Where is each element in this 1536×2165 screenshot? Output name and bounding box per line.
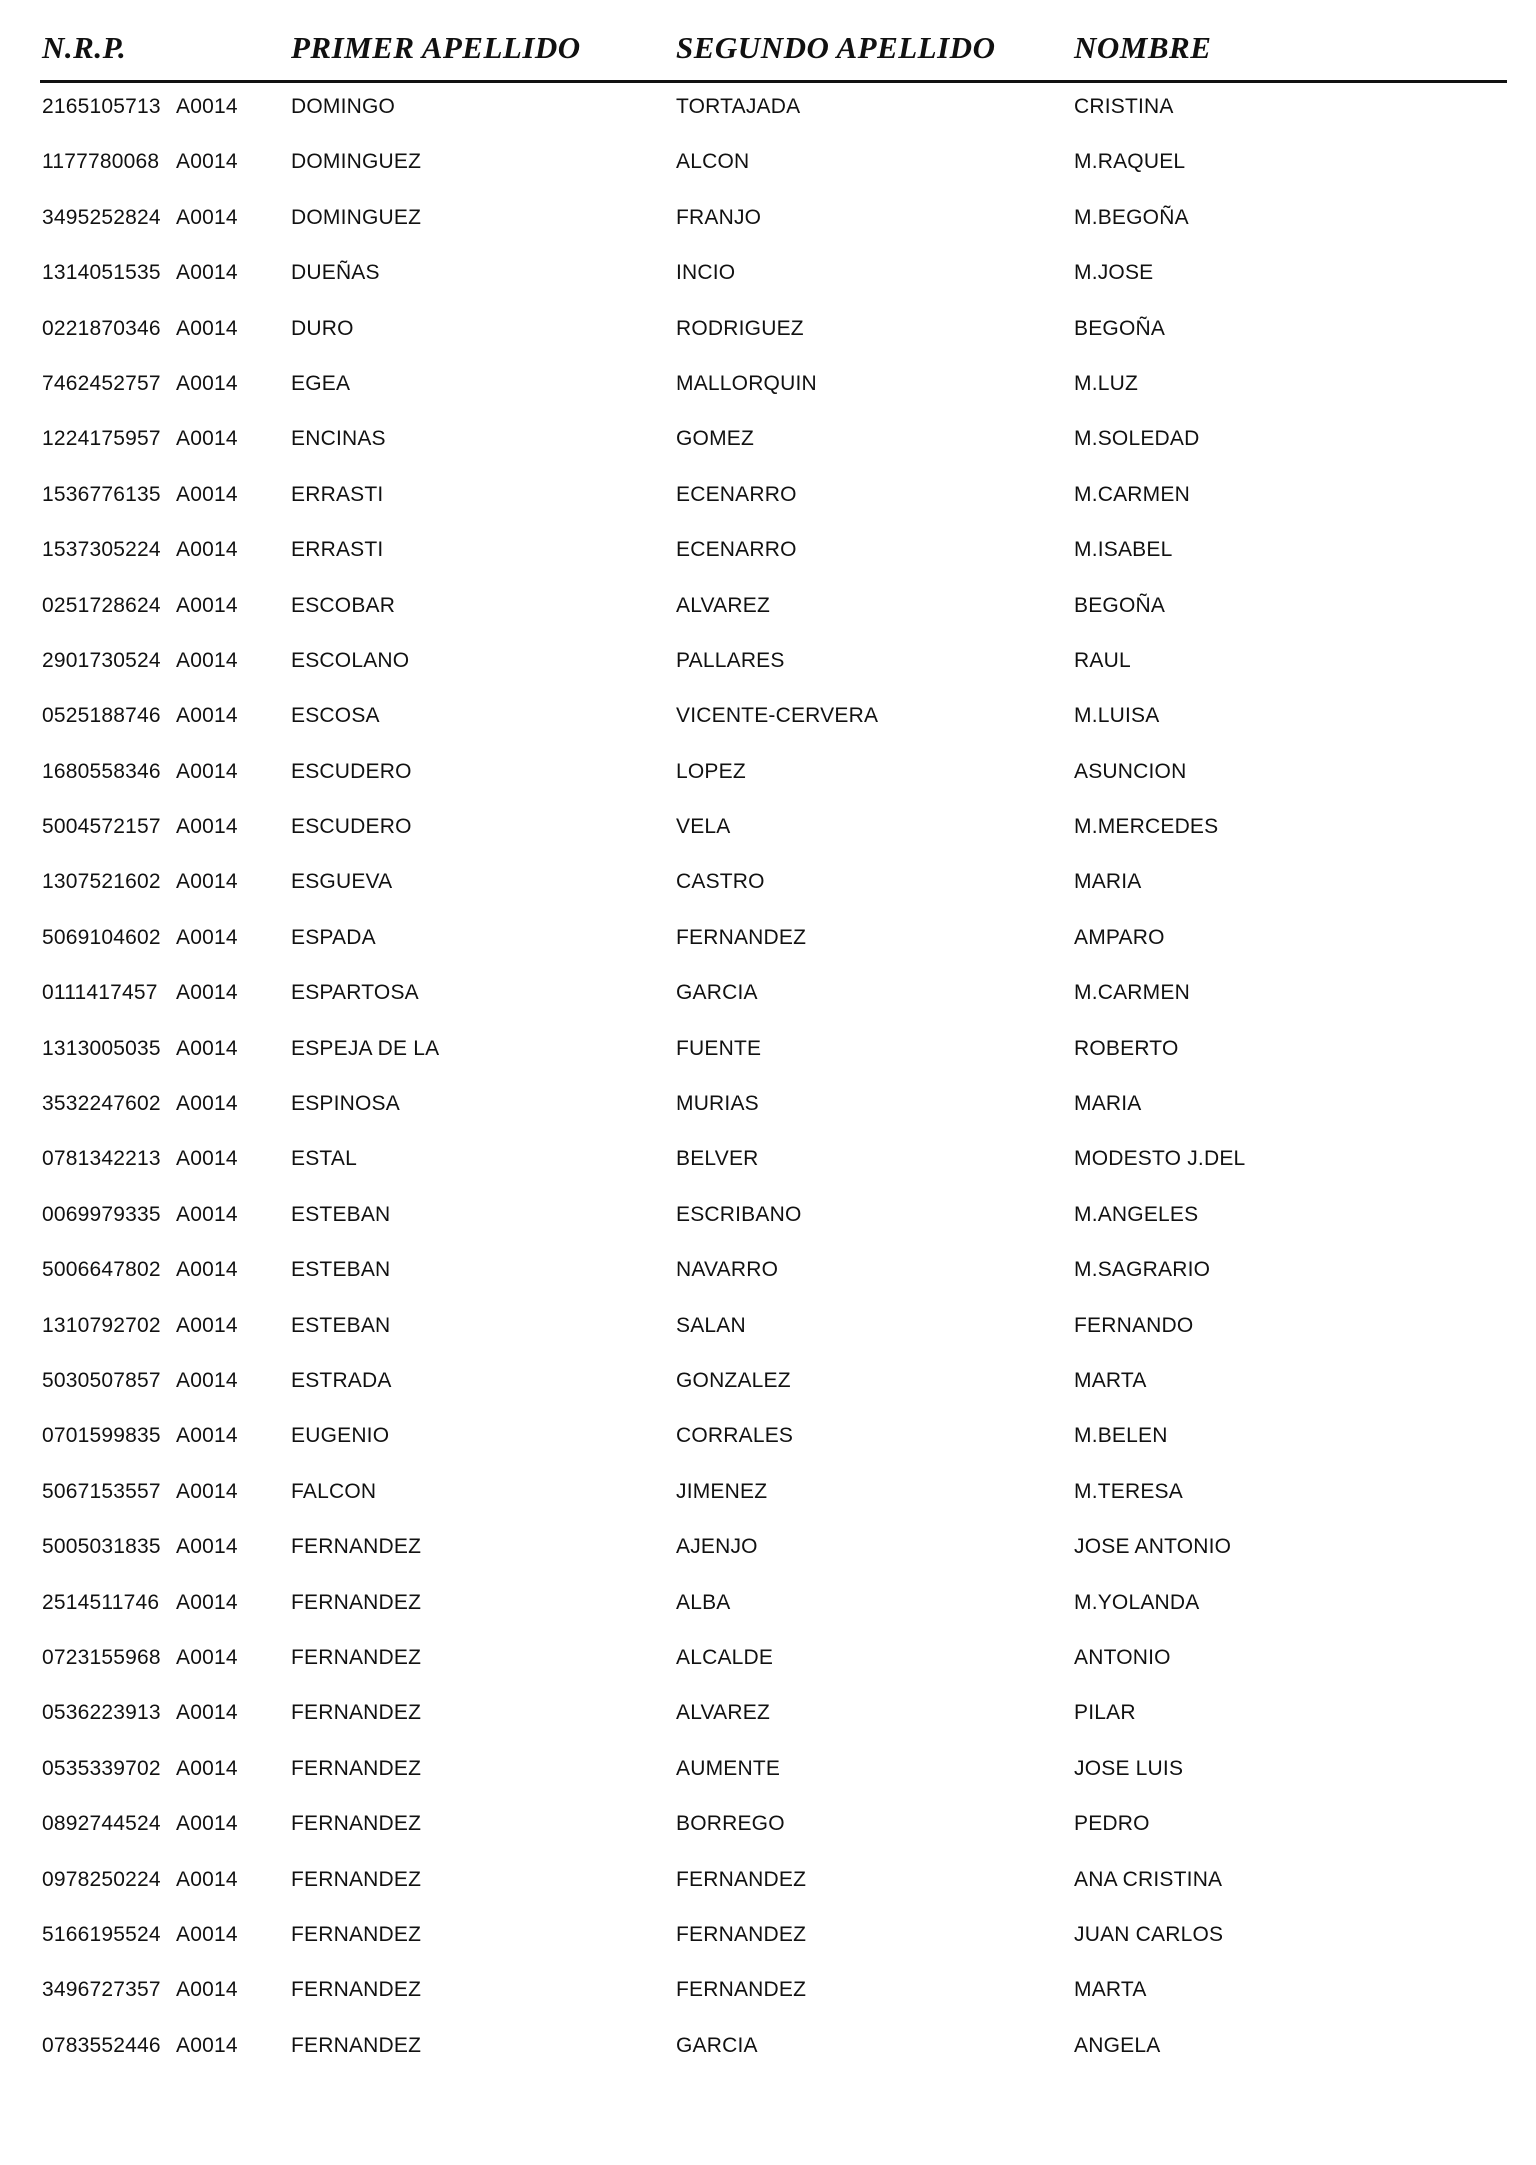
code-cell: A0014	[176, 1812, 238, 1836]
nombre-cell: MODESTO J.DEL	[1074, 1147, 1246, 1171]
segundo-apellido-cell: ECENARRO	[676, 538, 797, 562]
nrp-cell: 5069104602	[42, 925, 161, 949]
table-row	[0, 920, 1536, 975]
primer-apellido-cell: ESCOBAR	[291, 593, 396, 617]
nombre-cell: RAUL	[1074, 648, 1131, 672]
nrp-cell: 1536776135	[42, 482, 161, 506]
segundo-apellido-cell: INCIO	[676, 261, 736, 285]
code-cell: A0014	[176, 1978, 238, 2002]
nombre-cell: M.ISABEL	[1074, 538, 1173, 562]
nombre-cell: MARTA	[1074, 1368, 1147, 1392]
nrp-cell: 0781342213	[42, 1147, 161, 1171]
segundo-apellido-cell: RODRIGUEZ	[676, 316, 804, 340]
table-row	[0, 366, 1536, 421]
table-row	[0, 588, 1536, 643]
nrp-cell: 5030507857	[42, 1368, 161, 1392]
code-cell: A0014	[176, 1479, 238, 1503]
table-row	[0, 1252, 1536, 1307]
code-cell: A0014	[176, 648, 238, 672]
primer-apellido-cell: FERNANDEZ	[291, 1645, 422, 1669]
segundo-apellido-cell: VELA	[676, 815, 731, 839]
nombre-cell: JUAN CARLOS	[1074, 1922, 1224, 1946]
code-cell: A0014	[176, 1535, 238, 1559]
nombre-cell: PEDRO	[1074, 1812, 1150, 1836]
primer-apellido-cell: DURO	[291, 316, 354, 340]
table-row	[0, 1972, 1536, 2027]
nrp-cell: 2165105713	[42, 95, 161, 118]
primer-apellido-cell: ESTEBAN	[291, 1258, 391, 1282]
code-cell: A0014	[176, 1645, 238, 1669]
primer-apellido-cell: ESPEJA DE LA	[291, 1036, 440, 1060]
code-cell: A0014	[176, 593, 238, 617]
nrp-cell: 0525188746	[42, 704, 161, 728]
code-cell: A0014	[176, 1147, 238, 1171]
table-row	[0, 1474, 1536, 1529]
table-row	[0, 1141, 1536, 1196]
primer-apellido-cell: FALCON	[291, 1479, 377, 1503]
segundo-apellido-cell: BELVER	[676, 1147, 759, 1171]
code-cell: A0014	[176, 1701, 238, 1725]
table-header	[0, 30, 1536, 80]
table-row	[0, 643, 1536, 698]
nrp-cell: 5005031835	[42, 1535, 161, 1559]
segundo-apellido-cell: GOMEZ	[676, 427, 754, 451]
code-cell: A0014	[176, 1258, 238, 1282]
primer-apellido-cell: ESCOSA	[291, 704, 380, 728]
primer-apellido-cell: ESCUDERO	[291, 815, 412, 839]
nombre-cell: M.LUISA	[1074, 704, 1160, 728]
nombre-cell: M.CARMEN	[1074, 981, 1190, 1005]
nombre-cell: ANTONIO	[1074, 1645, 1171, 1669]
nombre-cell: AMPARO	[1074, 925, 1165, 949]
nombre-cell: M.ANGELES	[1074, 1202, 1199, 1226]
code-cell: A0014	[176, 759, 238, 783]
nombre-cell: MARTA	[1074, 1978, 1147, 2002]
nombre-cell: M.JOSE	[1074, 261, 1154, 285]
nombre-cell: PILAR	[1074, 1701, 1136, 1725]
primer-apellido-cell: DOMINGUEZ	[291, 205, 422, 229]
nombre-cell: M.CARMEN	[1074, 482, 1190, 506]
segundo-apellido-cell: CASTRO	[676, 870, 765, 894]
nombre-cell: BEGOÑA	[1074, 316, 1166, 340]
primer-apellido-cell: DOMINGO	[291, 95, 396, 118]
primer-apellido-cell: ENCINAS	[291, 427, 386, 451]
segundo-apellido-cell: NAVARRO	[676, 1258, 779, 1282]
nrp-cell: 0221870346	[42, 316, 161, 340]
table-row	[0, 1418, 1536, 1473]
code-cell: A0014	[176, 1867, 238, 1891]
segundo-apellido-cell: ALVAREZ	[676, 593, 770, 617]
primer-apellido-cell: FERNANDEZ	[291, 1756, 422, 1780]
segundo-apellido-cell: FRANJO	[676, 205, 762, 229]
table-row	[0, 1640, 1536, 1695]
nombre-cell: ROBERTO	[1074, 1036, 1179, 1060]
nrp-cell: 1307521602	[42, 870, 161, 894]
segundo-apellido-cell: BORREGO	[676, 1812, 785, 1836]
segundo-apellido-cell: LOPEZ	[676, 759, 746, 783]
primer-apellido-cell: ESPADA	[291, 925, 376, 949]
primer-apellido-cell: DOMINGUEZ	[291, 150, 422, 174]
nombre-cell: ASUNCION	[1074, 759, 1187, 783]
primer-apellido-cell: ESTEBAN	[291, 1313, 391, 1337]
nrp-cell: 2901730524	[42, 648, 161, 672]
code-cell: A0014	[176, 482, 238, 506]
primer-apellido-cell: FERNANDEZ	[291, 1535, 422, 1559]
nrp-cell: 1177780068	[42, 150, 160, 174]
primer-apellido-cell: ESTEBAN	[291, 1202, 391, 1226]
table-row	[0, 1086, 1536, 1141]
primer-apellido-cell: EGEA	[291, 371, 351, 395]
nombre-cell: ANGELA	[1074, 2033, 1161, 2057]
table-row	[0, 1806, 1536, 1861]
code-cell: A0014	[176, 95, 238, 118]
segundo-apellido-cell: ECENARRO	[676, 482, 797, 506]
nrp-cell: 5004572157	[42, 815, 161, 839]
segundo-apellido-cell: FERNANDEZ	[676, 1867, 807, 1891]
code-cell: A0014	[176, 261, 238, 285]
nombre-cell: M.SAGRARIO	[1074, 1258, 1211, 1282]
nrp-cell: 0251728624	[42, 593, 161, 617]
table-row	[0, 200, 1536, 255]
segundo-apellido-cell: TORTAJADA	[676, 95, 801, 118]
code-cell: A0014	[176, 1092, 238, 1116]
table-row	[0, 698, 1536, 753]
code-cell: A0014	[176, 925, 238, 949]
code-cell: A0014	[176, 870, 238, 894]
nombre-cell: ANA CRISTINA	[1074, 1867, 1223, 1891]
code-cell: A0014	[176, 1922, 238, 1946]
nombre-cell: M.YOLANDA	[1074, 1590, 1200, 1614]
segundo-apellido-cell: MALLORQUIN	[676, 371, 817, 395]
primer-apellido-cell: ESGUEVA	[291, 870, 393, 894]
nombre-cell: MARIA	[1074, 1092, 1142, 1116]
segundo-apellido-cell: ALCON	[676, 150, 750, 174]
code-cell: A0014	[176, 205, 238, 229]
table-body	[0, 89, 1536, 2083]
nrp-cell: 1313005035	[42, 1036, 161, 1060]
table-row	[0, 1862, 1536, 1917]
segundo-apellido-cell: VICENTE-CERVERA	[676, 704, 879, 728]
segundo-apellido-cell: FERNANDEZ	[676, 1978, 807, 2002]
segundo-apellido-cell: ALBA	[676, 1590, 731, 1614]
primer-apellido-cell: ERRASTI	[291, 482, 384, 506]
nrp-cell: 1310792702	[42, 1313, 161, 1337]
primer-apellido-cell: FERNANDEZ	[291, 1867, 422, 1891]
nrp-cell: 3496727357	[42, 1978, 161, 2002]
table-row	[0, 975, 1536, 1030]
nrp-cell: 1537305224	[42, 538, 161, 562]
table-row	[0, 144, 1536, 199]
table-row	[0, 532, 1536, 587]
segundo-apellido-cell: ALVAREZ	[676, 1701, 770, 1725]
primer-apellido-cell: ESTAL	[291, 1147, 357, 1171]
nombre-cell: JOSE LUIS	[1074, 1756, 1184, 1780]
primer-apellido-cell: FERNANDEZ	[291, 1812, 422, 1836]
code-cell: A0014	[176, 1313, 238, 1337]
header-rule	[40, 80, 1507, 83]
segundo-apellido-cell: JIMENEZ	[676, 1479, 768, 1503]
nrp-cell: 0536223913	[42, 1701, 161, 1725]
nrp-cell: 7462452757	[42, 371, 161, 395]
table-row	[0, 421, 1536, 476]
nombre-cell: M.TERESA	[1074, 1479, 1183, 1503]
nrp-cell: 0701599835	[42, 1424, 161, 1448]
table-row	[0, 1031, 1536, 1086]
primer-apellido-cell: FERNANDEZ	[291, 1590, 422, 1614]
nrp-cell: 5006647802	[42, 1258, 161, 1282]
header-nombre: NOMBRE	[1074, 30, 1212, 65]
header-segundo-apellido: SEGUNDO APELLIDO	[676, 30, 996, 65]
nrp-cell: 3532247602	[42, 1092, 161, 1116]
nombre-cell: M.BEGOÑA	[1074, 205, 1189, 229]
table-row	[0, 1585, 1536, 1640]
nombre-cell: M.RAQUEL	[1074, 150, 1186, 174]
code-cell: A0014	[176, 1368, 238, 1392]
segundo-apellido-cell: SALAN	[676, 1313, 746, 1337]
segundo-apellido-cell: CORRALES	[676, 1424, 794, 1448]
table-row	[0, 477, 1536, 532]
code-cell: A0014	[176, 704, 238, 728]
primer-apellido-cell: ESCOLANO	[291, 648, 410, 672]
code-cell: A0014	[176, 1202, 238, 1226]
segundo-apellido-cell: GONZALEZ	[676, 1368, 791, 1392]
nrp-cell: 3495252824	[42, 205, 161, 229]
primer-apellido-cell: ESCUDERO	[291, 759, 412, 783]
segundo-apellido-cell: FERNANDEZ	[676, 925, 807, 949]
nombre-cell: M.MERCEDES	[1074, 815, 1219, 839]
code-cell: A0014	[176, 815, 238, 839]
segundo-apellido-cell: FERNANDEZ	[676, 1922, 807, 1946]
segundo-apellido-cell: ESCRIBANO	[676, 1202, 802, 1226]
primer-apellido-cell: ERRASTI	[291, 538, 384, 562]
nrp-cell: 0535339702	[42, 1756, 161, 1780]
primer-apellido-cell: FERNANDEZ	[291, 1922, 422, 1946]
primer-apellido-cell: FERNANDEZ	[291, 2033, 422, 2057]
nrp-cell: 0783552446	[42, 2033, 161, 2057]
code-cell: A0014	[176, 1590, 238, 1614]
table-row	[0, 754, 1536, 809]
primer-apellido-cell: ESTRADA	[291, 1368, 392, 1392]
nrp-cell: 0978250224	[42, 1867, 161, 1891]
nombre-cell: BEGOÑA	[1074, 593, 1166, 617]
table-row	[0, 1529, 1536, 1584]
header-nrp: N.R.P.	[42, 30, 127, 65]
code-cell: A0014	[176, 1036, 238, 1060]
nrp-cell: 1680558346	[42, 759, 161, 783]
segundo-apellido-cell: GARCIA	[676, 981, 758, 1005]
primer-apellido-cell: ESPINOSA	[291, 1092, 400, 1116]
segundo-apellido-cell: GARCIA	[676, 2033, 758, 2057]
primer-apellido-cell: FERNANDEZ	[291, 1701, 422, 1725]
table-row	[0, 2028, 1536, 2083]
code-cell: A0014	[176, 371, 238, 395]
primer-apellido-cell: EUGENIO	[291, 1424, 390, 1448]
segundo-apellido-cell: PALLARES	[676, 648, 785, 672]
primer-apellido-cell: FERNANDEZ	[291, 1978, 422, 2002]
header-primer-apellido: PRIMER APELLIDO	[291, 30, 581, 65]
segundo-apellido-cell: FUENTE	[676, 1036, 762, 1060]
segundo-apellido-cell: MURIAS	[676, 1092, 759, 1116]
table-row	[0, 1917, 1536, 1972]
table-row	[0, 1751, 1536, 1806]
code-cell: A0014	[176, 427, 238, 451]
nombre-cell: M.BELEN	[1074, 1424, 1168, 1448]
primer-apellido-cell: ESPARTOSA	[291, 981, 419, 1005]
segundo-apellido-cell: AUMENTE	[676, 1756, 781, 1780]
table-row	[0, 89, 1536, 144]
nrp-cell: 0069979335	[42, 1202, 161, 1226]
code-cell: A0014	[176, 1756, 238, 1780]
nrp-cell: 0111417457	[42, 981, 158, 1005]
segundo-apellido-cell: ALCALDE	[676, 1645, 774, 1669]
nrp-cell: 0723155968	[42, 1645, 161, 1669]
primer-apellido-cell: DUEÑAS	[291, 261, 380, 285]
nombre-cell: MARIA	[1074, 870, 1142, 894]
nrp-cell: 5166195524	[42, 1922, 161, 1946]
nrp-cell: 2514511746	[42, 1590, 160, 1614]
code-cell: A0014	[176, 316, 238, 340]
segundo-apellido-cell: AJENJO	[676, 1535, 758, 1559]
code-cell: A0014	[176, 1424, 238, 1448]
table-row	[0, 809, 1536, 864]
nombre-cell: M.SOLEDAD	[1074, 427, 1200, 451]
nombre-cell: JOSE ANTONIO	[1074, 1535, 1232, 1559]
nrp-cell: 1224175957	[42, 427, 161, 451]
table-row	[0, 1308, 1536, 1363]
nombre-cell: M.LUZ	[1074, 371, 1138, 395]
code-cell: A0014	[176, 150, 238, 174]
nrp-cell: 1314051535	[42, 261, 161, 285]
code-cell: A0014	[176, 981, 238, 1005]
table-row	[0, 311, 1536, 366]
table-row	[0, 1695, 1536, 1750]
code-cell: A0014	[176, 538, 238, 562]
table-row	[0, 1363, 1536, 1418]
nrp-cell: 0892744524	[42, 1812, 161, 1836]
nombre-cell: FERNANDO	[1074, 1313, 1194, 1337]
table-row	[0, 255, 1536, 310]
table-row	[0, 1197, 1536, 1252]
nombre-cell: CRISTINA	[1074, 95, 1174, 118]
table-row	[0, 864, 1536, 919]
nrp-cell: 5067153557	[42, 1479, 161, 1503]
code-cell: A0014	[176, 2033, 238, 2057]
